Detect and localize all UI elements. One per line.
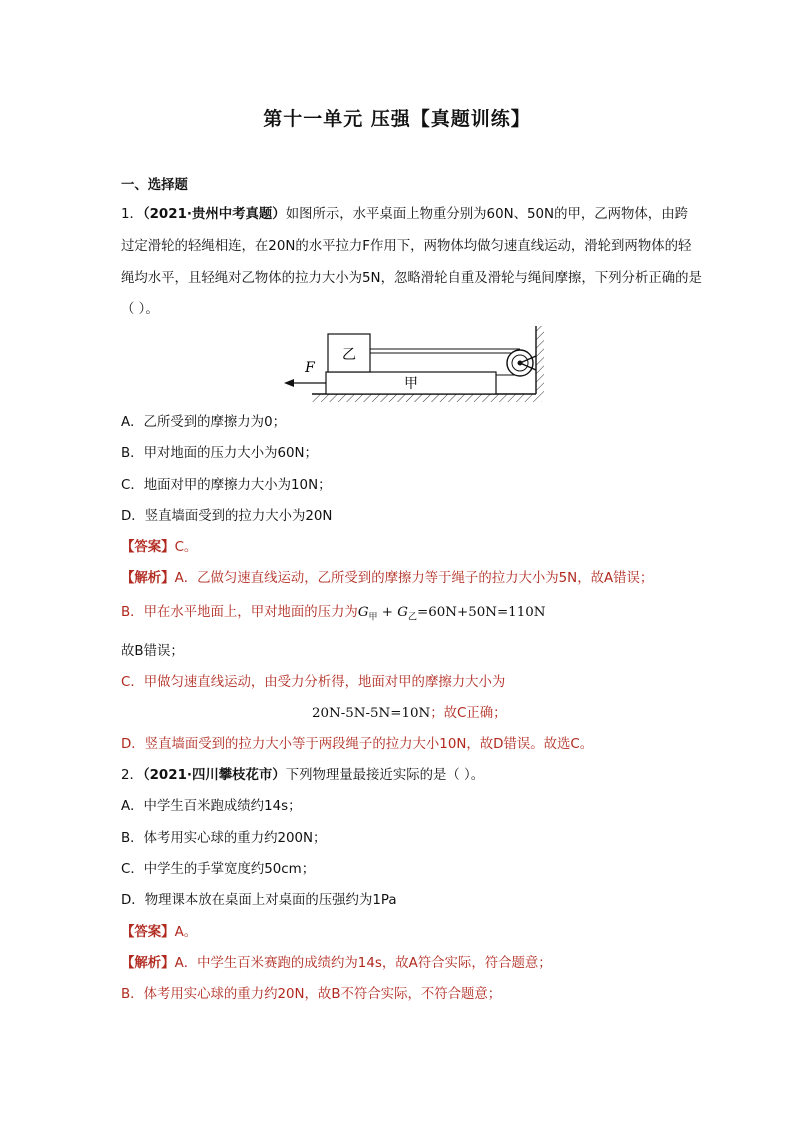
block-yi-label: 乙 <box>342 347 356 363</box>
force-label: F <box>305 360 315 376</box>
q1-option-b: B．甲对地面的压力大小为60N； <box>121 446 318 461</box>
q1-stem-line-4: （ ）。 <box>121 302 159 317</box>
q1-analysis-a <box>121 569 653 589</box>
q1-option-a: A．乙所受到的摩擦力为0； <box>121 415 286 430</box>
q1-answer-value: C。 <box>174 540 198 555</box>
q2-option-a: A．中学生百米跑成绩约14s； <box>121 799 302 814</box>
q2-answer-tag: 【答案】 <box>121 925 175 940</box>
q2-answer-value: A。 <box>174 925 198 940</box>
q2-stem <box>121 766 484 786</box>
q1-stem-line-2: 过定滑轮的轻绳相连，在20N的水平拉力F作用下，两物体均做匀速直线运动，滑轮到两物体的轻 <box>121 239 692 254</box>
q1-source: （2021·贵州中考真题） <box>142 207 286 222</box>
ground-hatch <box>312 394 542 402</box>
q1-analysis-b-conclusion: 故B错误； <box>121 644 184 659</box>
q2-answer <box>121 923 197 943</box>
q1-option-d: D．竖直墙面受到的拉力大小为20N <box>121 509 333 524</box>
q2-number: 2． <box>121 768 143 783</box>
q1-stem-line-3: 绳均水平，且轻绳对乙物体的拉力大小为5N，忽略滑轮自重及滑轮与绳间摩擦，下列分析正确的是 <box>121 271 702 286</box>
q1-stem-text: 如图所示，水平桌面上物重分别为60N、50N的甲，乙两物体，由跨 <box>285 207 688 222</box>
q1-answer-tag: 【答案】 <box>121 540 175 555</box>
page-title: 第十一单元 压强【真题训练】 <box>263 108 531 130</box>
q1-stem-line-1 <box>121 205 688 225</box>
q1-number: 1． <box>121 207 143 222</box>
q1-analysis-c: C．甲做匀速直线运动，由受力分析得，地面对甲的摩擦力大小为 <box>121 675 506 690</box>
formula-sub-jia: 甲 <box>368 612 378 623</box>
q1-analysis-a-text: A．乙做匀速直线运动，乙所受到的摩擦力等于绳子的拉力大小为5N，故A错误； <box>174 571 654 586</box>
block-jia-label: 甲 <box>404 376 418 392</box>
q1-answer <box>121 538 197 558</box>
formula-g: G <box>357 605 369 620</box>
q2-analysis-a <box>121 954 552 974</box>
q2-analysis-tag: 【解析】 <box>121 956 175 971</box>
formula-g: G <box>397 605 408 620</box>
formula-sub-yi: 乙 <box>407 612 417 623</box>
wall-hatch <box>536 326 544 394</box>
formula-result: =60N+50N=110N <box>417 605 546 620</box>
q2-stem-text: 下列物理量最接近实际的是（ ）。 <box>285 768 485 783</box>
q2-option-b: B．体考用实心球的重力约200N； <box>121 831 327 846</box>
q2-source: （2021·四川攀枝花市） <box>142 768 286 783</box>
q1-analysis-b <box>121 603 545 628</box>
q1-analysis-tag: 【解析】 <box>121 571 175 586</box>
section-heading: 一、选择题 <box>121 178 188 193</box>
q1-analysis-d: D．竖直墙面受到的拉力大小等于两段绳子的拉力大小10N，故D错误。故选C。 <box>121 737 594 752</box>
q2-analysis-a-text: A．中学生百米赛跑的成绩约为14s，故A符合实际，符合题意； <box>174 956 552 971</box>
q2-option-c: C．中学生的手掌宽度约50cm； <box>121 862 316 877</box>
q2-option-d: D．物理课本放在桌面上对桌面的压强约为1Pa <box>121 893 397 908</box>
pulley-diagram <box>282 322 544 408</box>
q1-analysis-c-eq <box>312 704 507 724</box>
q1-analysis-b-text: B．甲在水平地面上，甲对地面的压力为 <box>121 605 358 620</box>
force-arrowhead <box>284 379 294 387</box>
q1-option-c: C．地面对甲的摩擦力大小为10N； <box>121 478 332 493</box>
formula-plus: + <box>377 605 398 620</box>
q2-analysis-b: B．体考用实心球的重力约20N，故B不符合实际，不符合题意； <box>121 987 502 1002</box>
formula-friction: 20N-5N-5N=10N <box>312 706 431 721</box>
q1-analysis-c-conclusion: ；故C正确； <box>430 706 507 721</box>
